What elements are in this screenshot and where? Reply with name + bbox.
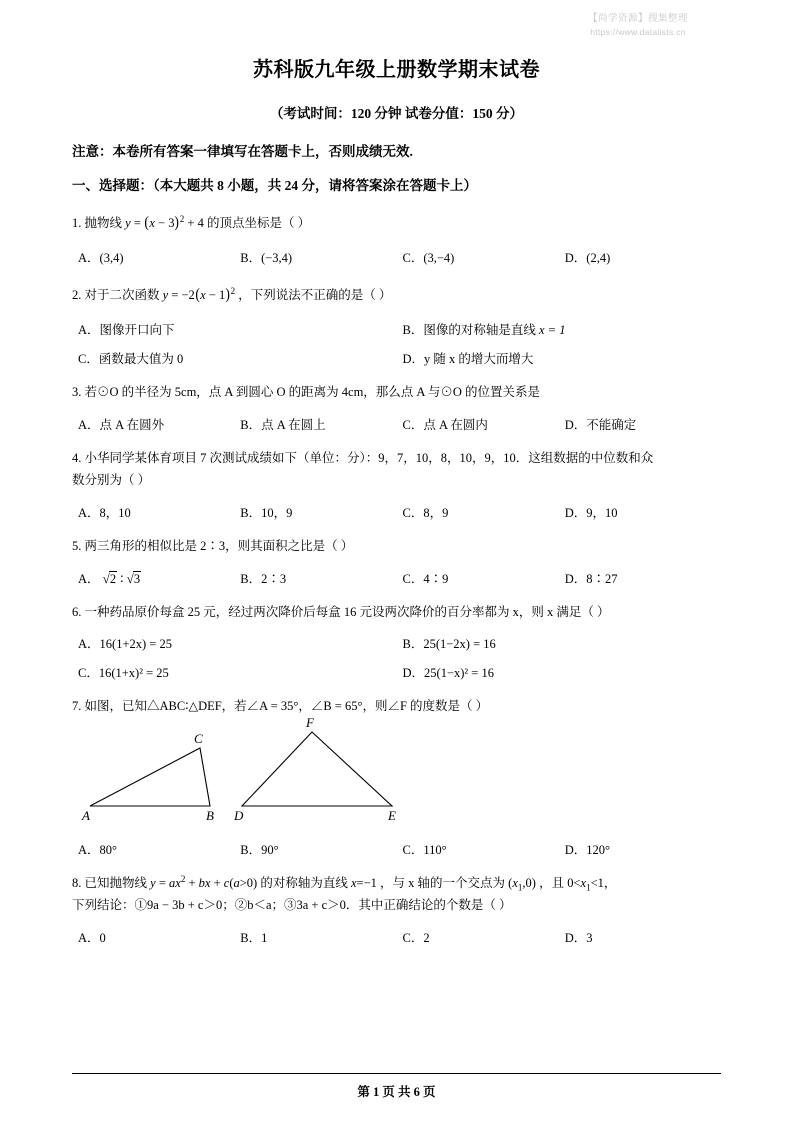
q3-stem: 若⊙O 的半径为 5cm，点 A 到圆心 O 的距离为 4cm，那么点 A 与⊙O 的位置关系是 [84, 385, 541, 399]
question-5 [72, 536, 721, 558]
q3-option-a[interactable]: A．点 A 在圆外 [78, 417, 165, 432]
q7-option-a[interactable]: A．80° [78, 843, 118, 858]
q2-stem-post: ，下列说法不正确的是（ ） [238, 288, 392, 302]
q7-option-d[interactable]: D．120° [564, 843, 611, 858]
watermark-line-1: 【尚学资源】搜集整理 [587, 13, 688, 24]
q1-option-d-value: (2,4) [586, 251, 611, 265]
q1-option-c[interactable] [403, 248, 565, 266]
section-heading: 一、选择题：（本大题共 8 小题，共 24 分，请将答案涂在答题卡上） [72, 178, 477, 193]
question-4-options [72, 503, 721, 521]
q1-stem-pre: 抛物线 [84, 216, 123, 230]
q5-option-b[interactable]: B．2∶3 [240, 571, 287, 586]
q1-option-c-label: C． [402, 251, 424, 265]
q5-number: 5. [72, 538, 82, 553]
svg-text:D: D [234, 808, 244, 824]
q6-option-a[interactable] [72, 634, 403, 652]
q6-option-d[interactable] [403, 663, 728, 681]
q8-point: $(x_1,0)$ [508, 876, 536, 893]
q2-option-a[interactable]: A．图像开口向下 [78, 323, 175, 337]
q4-option-d[interactable]: D．9，10 [564, 505, 618, 520]
q8-formula: $y = ax^2$ + bx + c(a>0) [150, 874, 258, 891]
svg-text:B: B [206, 808, 214, 824]
q5-option-a[interactable]: A． √2 ∶ √3 [78, 570, 141, 586]
question-6-options-row-2 [72, 663, 721, 681]
q2-option-c[interactable]: C．函数最大值为 0 [78, 352, 184, 366]
q2-formula: $y = -2(x - 1)^2$ [162, 285, 236, 303]
question-3-options [72, 415, 721, 433]
page-footer: 第 1 页 共 6 页 [357, 1085, 436, 1099]
question-7-figure [72, 715, 721, 829]
question-7-options [72, 840, 721, 858]
q6-option-a-text: A．16(1+2x) = 25 [78, 637, 172, 652]
exam-subtitle: （考试时间：120 分钟 试卷分值：150 分） [269, 106, 524, 121]
q2-option-b-label: B．图像的对称轴是直线 [402, 323, 536, 337]
q2-stem: 对于二次函数 [84, 288, 160, 302]
question-8: 8. 已知抛物线 $y = ax^2$ + bx + c(a>0) 的对称轴为直线 x=−1 ，与 x 轴的一个交点为 $(x_1,0)$ ，且 $0<x_1<1$， [72, 874, 617, 893]
q5-sqrt-3: √3 [126, 570, 141, 586]
exam-notice: 注意：本卷所有答案一律填写在答题卡上，否则成绩无效. [72, 144, 413, 159]
q6-number: 6. [72, 604, 82, 619]
q4-number: 4. [72, 450, 82, 465]
question-6 [72, 602, 721, 624]
q3-option-b[interactable]: B．点 A 在圆上 [240, 417, 326, 432]
q6-option-c-text: C．16(1+x)² = 25 [78, 666, 169, 681]
q3-number: 3. [72, 385, 82, 399]
q8-stem-pre: 已知抛物线 [84, 876, 148, 891]
svg-text:C: C [194, 731, 203, 747]
question-3 [72, 382, 721, 404]
q7-option-b[interactable]: B．90° [240, 843, 279, 858]
q5-option-d[interactable]: D．8∶27 [564, 571, 618, 586]
q8-stem-post: ，且 [539, 876, 565, 891]
q1-option-a-label: A． [78, 251, 100, 265]
svg-text:E: E [388, 808, 396, 824]
q7-stem: 如图，已知△ABC∶△DEF，若∠A = 35°，∠B = 65°，则∠F 的度数是（ ） [84, 699, 489, 714]
q6-option-d-text: D．25(1−x)² = 16 [402, 666, 494, 681]
q2-option-d[interactable]: D．y 随 x 的增大而增大 [402, 352, 534, 366]
q1-option-b[interactable] [240, 248, 402, 266]
q2-option-b-value: x = 1 [538, 323, 566, 337]
q8-option-a[interactable]: A．0 [78, 931, 106, 945]
q6-option-b-text: B．25(1−2x) = 16 [402, 637, 496, 652]
q6-option-b[interactable] [403, 634, 728, 652]
q8-range: $0<x_1<1$ [567, 876, 604, 893]
q1-option-a-value: (3,4) [99, 251, 124, 265]
similar-triangles-diagram [82, 715, 402, 824]
q8-stem-mid: 的对称轴为直线 [260, 876, 348, 891]
q3-option-d[interactable]: D．不能确定 [564, 417, 637, 432]
q1-formula: $y = (x - 3)^2 + 4$ [125, 213, 204, 231]
q8-number: 8. [72, 876, 82, 891]
svg-text:F: F [306, 715, 314, 731]
question-4 [72, 448, 721, 470]
watermark [543, 12, 733, 39]
q4-option-c[interactable]: C．8，9 [402, 505, 449, 520]
page-title: 苏科版九年级上册数学期末试卷 [253, 59, 540, 81]
q3-option-c[interactable]: C．点 A 在圆内 [402, 417, 488, 432]
footer-divider [72, 1073, 721, 1074]
question-7 [72, 696, 721, 718]
q1-option-a[interactable] [72, 248, 240, 266]
q8-option-b[interactable]: B．1 [240, 931, 268, 945]
q4-stem-line-2: 数分别为（ ） [72, 472, 151, 487]
question-1-options [72, 248, 721, 266]
question-2 [72, 281, 721, 309]
q8-option-c[interactable]: C．2 [402, 931, 430, 945]
q1-option-b-label: B． [240, 251, 262, 265]
q1-stem-post: 的顶点坐标是（ ） [206, 216, 311, 230]
svg-text:A: A [82, 808, 90, 824]
question-8-options [72, 928, 721, 946]
q2-option-b[interactable] [403, 320, 728, 338]
q6-stem: 一种药品原价每盒 25 元，经过两次降价后每盒 16 元设两次降价的百分率都为 x，则 x 满足（ ） [84, 604, 610, 619]
q8-stem-mid2: ，与 x 轴的一个交点为 [380, 876, 506, 891]
q5-option-a-label: A． [78, 571, 100, 586]
q8-option-d[interactable]: D．3 [564, 931, 593, 945]
q6-option-c[interactable] [72, 663, 403, 681]
question-1 [72, 209, 721, 237]
q4-option-a[interactable]: A．8，10 [78, 505, 131, 520]
q8-axis: x=−1 [350, 876, 377, 891]
q1-option-d-label: D． [564, 251, 587, 265]
q2-number: 2. [72, 288, 82, 302]
q1-option-d[interactable] [565, 248, 727, 266]
watermark-line-2: https://www.datalists.cn [590, 27, 686, 38]
q4-stem-line-1: 小华同学某体育项目 7 次测试成绩如下（单位：分）：9，7，10，8，10，9，10．这组数据的中位数和众 [84, 450, 654, 465]
question-2-options-row-1 [72, 320, 721, 338]
q1-option-b-value: (−3,4) [261, 251, 293, 265]
q7-number: 7. [72, 699, 82, 714]
q4-option-b[interactable]: B．10，9 [240, 505, 293, 520]
question-2-options-row-2 [72, 349, 721, 367]
q5-sqrt-2: √2 [102, 570, 117, 586]
q8-stem-line-2: 下列结论：①9a − 3b + c＞0；②b＜a；③3a + c＞0．其中正确结论的个数是（ ） [72, 898, 512, 913]
q5-stem: 两三角形的相似比是 2∶3，则其面积之比是（ ） [84, 538, 354, 553]
question-5-options [72, 569, 721, 587]
q5-option-c[interactable]: C．4∶9 [402, 571, 449, 586]
q1-number: 1. [72, 216, 82, 230]
question-6-options-row-1 [72, 634, 721, 652]
q1-option-c-value: (3,−4) [423, 251, 455, 265]
q7-option-c[interactable]: C．110° [402, 843, 447, 858]
